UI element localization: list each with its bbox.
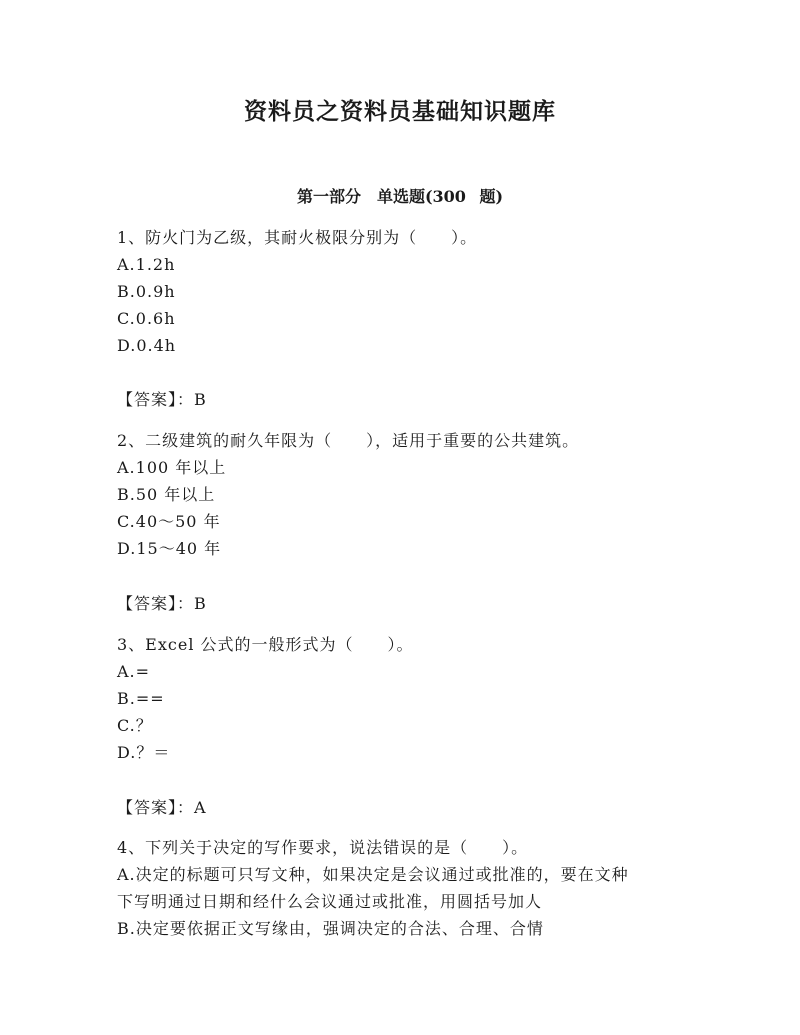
question-1-answer [117, 390, 207, 410]
question-4-stem: 4、下列关于决定的写作要求，说法错误的是（ ）。 [117, 838, 529, 857]
answer-label: 【答案】： [117, 798, 195, 817]
question-3-option-c: C.？ [117, 716, 153, 735]
answer-label: 【答案】： [117, 594, 195, 613]
question-2-option-d: D.15～40 年 [117, 539, 222, 558]
question-4-option-a: A.决定的标题可只写文种，如果决定是会议通过或批准的，要在文种 [117, 865, 629, 884]
question-3-option-a: A.= [117, 662, 151, 681]
question-3-option-b: B.== [117, 689, 165, 708]
answer-label: 【答案】： [117, 390, 195, 409]
answer-value: B [194, 390, 207, 409]
question-4-option-a-continued: 下写明通过日期和经什么会议通过或批准，用圆括号加人 [117, 892, 543, 911]
question-2-stem: 2、二级建筑的耐久年限为（ ），适用于重要的公共建筑。 [117, 431, 580, 450]
question-3-stem: 3、Excel 公式的一般形式为（ ）。 [117, 635, 414, 654]
answer-value: A [194, 798, 207, 817]
document-title: 资料员之资料员基础知识题库 [244, 98, 556, 125]
question-1-option-b: B.0.9h [117, 282, 176, 301]
question-1-stem: 1、防火门为乙级，其耐火极限分别为（ ）。 [117, 228, 478, 247]
question-2-option-c: C.40～50 年 [117, 512, 221, 531]
question-1-option-d: D.0.4h [117, 336, 177, 355]
question-2-answer [117, 594, 207, 614]
question-3-answer [117, 798, 207, 818]
question-4-option-b: B.决定要依据正文写缘由，强调决定的合法、合理、合情 [117, 919, 544, 938]
question-2-option-b: B.50 年以上 [117, 485, 216, 504]
answer-value: B [194, 594, 207, 613]
question-2-option-a: A.100 年以上 [117, 458, 227, 477]
question-3-option-d: D.？＝ [117, 743, 171, 762]
question-1-option-a: A.1.2h [117, 255, 176, 274]
section-title: 第一部分 单选题(300 题) [296, 187, 504, 206]
question-1-option-c: C.0.6h [117, 309, 176, 328]
